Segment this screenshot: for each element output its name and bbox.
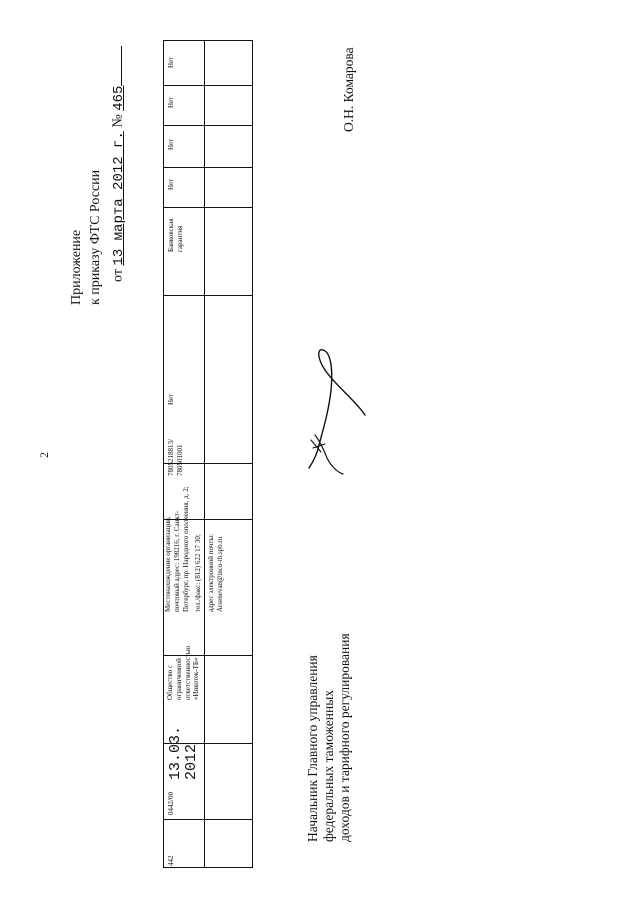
row-no-2: Нет — [167, 138, 175, 150]
row-no-1: Нет — [167, 178, 175, 190]
table-divider — [164, 125, 252, 126]
row-no-3: Нет — [167, 96, 175, 108]
from-label: от — [110, 269, 126, 282]
row-guarantee: Банковская гарантия — [167, 218, 184, 252]
address-text: Местонахождение организации, почтовый адрес: 198216, г. Санкт-Петербург, пр. Народного ополчения, д. 2; — [164, 486, 190, 612]
appendix-title: Приложение — [69, 229, 84, 305]
row-inn-kpp: 7805218813/ 780501001 — [167, 439, 184, 476]
signatory-title: Начальник Главного управления федеральных таможенных доходов и тарифного регулирования — [305, 633, 353, 842]
email-label: адрес электронной почты: — [207, 533, 215, 612]
row-index: 442 — [167, 855, 175, 866]
order-number: 465 — [110, 85, 127, 111]
phone-text: тел./факс: (812) 622 17 30; — [194, 534, 203, 612]
number-label: № — [110, 114, 126, 128]
row-date: 13.03. 2012 — [167, 725, 200, 780]
handwritten-signature — [305, 340, 375, 480]
appendix-order: к приказу ФТС России — [88, 169, 103, 305]
row-no-main: Нет — [167, 393, 175, 405]
row-no-4: Нет — [167, 56, 175, 68]
row-organization: Общество с ограниченной ответственностью «Инкотек-ТБ» — [166, 645, 201, 700]
table-divider — [164, 295, 252, 296]
email-text: Arsenevan@inco-tb.spb.ru — [215, 536, 224, 612]
row-code: 0442/00 — [167, 792, 175, 815]
table-divider — [164, 819, 252, 820]
order-date: 13 марта 2012 г. — [110, 131, 127, 266]
number-underline — [108, 46, 122, 86]
signatory-name: О.Н. Комарова — [341, 47, 356, 132]
row-address — [164, 486, 225, 612]
table-divider — [164, 85, 252, 86]
page-number: 2 — [37, 452, 51, 458]
table-divider — [204, 41, 205, 867]
table-divider — [164, 167, 252, 168]
appendix-date-line — [108, 46, 126, 282]
